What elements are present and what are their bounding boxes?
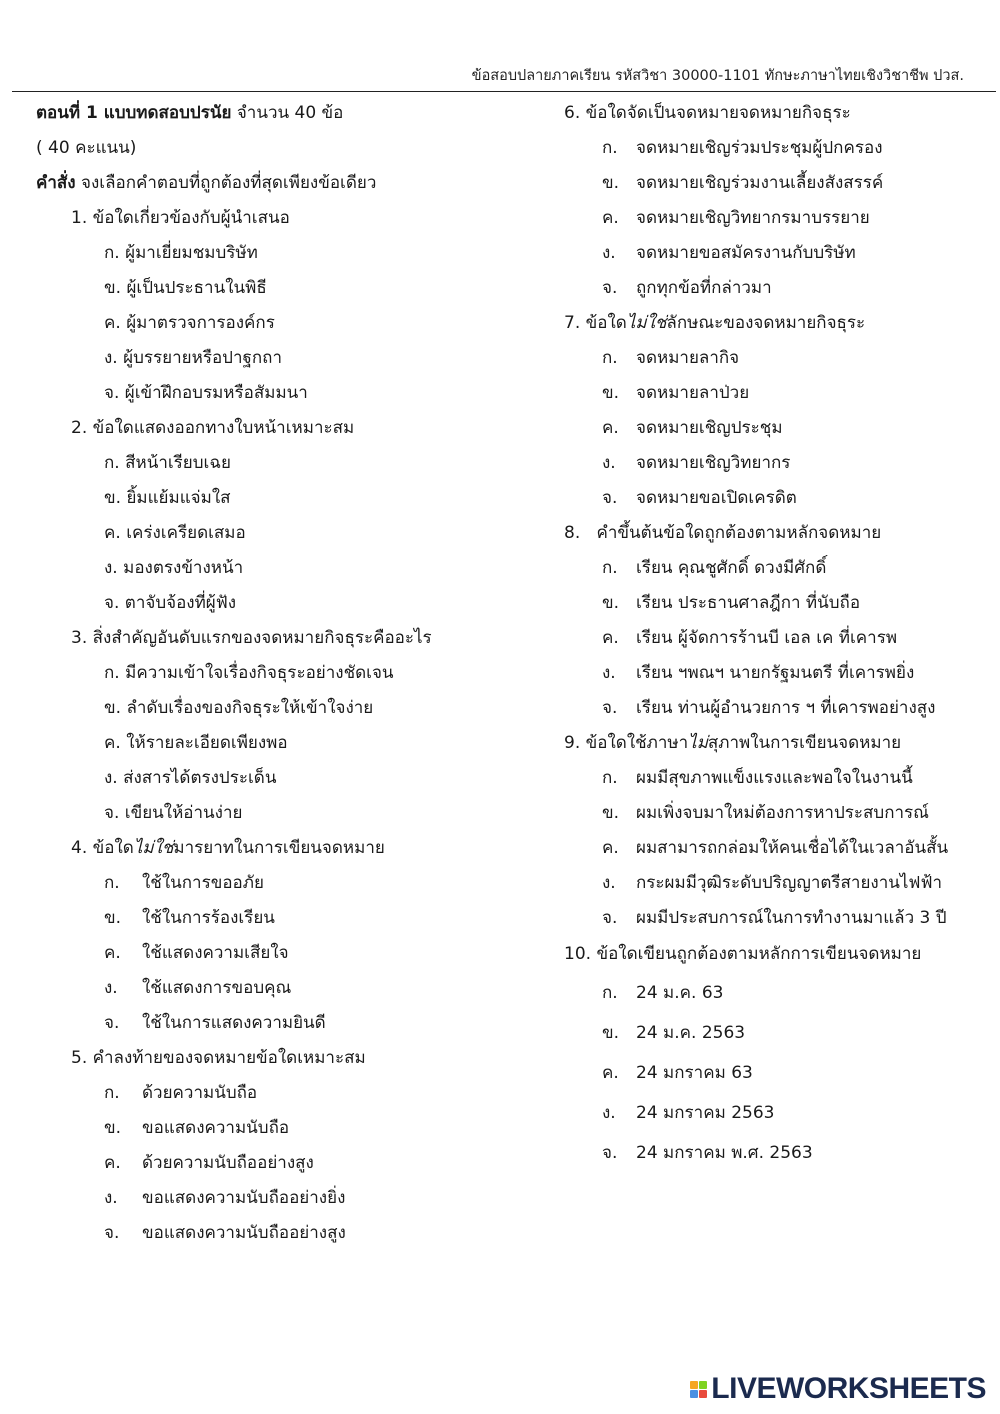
option-q4-a[interactable]: ก. ใช้ในการขออภัย (104, 873, 264, 893)
option-q4-b[interactable]: ข. ใช้ในการร้องเรียน (104, 908, 275, 928)
option-q3-c[interactable]: ค. ให้รายละเอียดเพียงพอ (104, 733, 288, 753)
logo-square-4 (699, 1390, 707, 1398)
option-q2-e[interactable]: จ. ตาจับจ้องที่ผู้ฟัง (104, 593, 237, 613)
section-title: ตอนที่ 1 แบบทดสอบปรนัย จำนวน 40 ข้อ (36, 103, 344, 123)
right-column (564, 96, 994, 1173)
option-q4-d[interactable]: ง. ใช้แสดงการขอบคุณ (104, 978, 292, 998)
option-q4-e[interactable]: จ. ใช้ในการแสดงความยินดี (104, 1013, 326, 1033)
option-q10-b[interactable]: ข. 24 ม.ค. 2563 (602, 1023, 746, 1043)
option-q6-b[interactable]: ข. จดหมายเชิญร่วมงานเลี้ยงสังสรรค์ (602, 173, 884, 193)
option-q2-b[interactable]: ข. ยิ้มแย้มแจ่มใส (104, 488, 231, 508)
option-q1-c[interactable]: ค. ผู้มาตรวจการองค์กร (104, 313, 275, 333)
question-6: 6. ข้อใดจัดเป็นจดหมายจดหมายกิจธุระ (564, 103, 851, 123)
score-note: ( 40 คะแนน) (36, 138, 137, 158)
option-q8-a[interactable]: ก. เรียน คุณชูศักดิ์ ดวงมีศักดิ์ (602, 558, 827, 578)
liveworksheets-logo[interactable] (690, 1372, 986, 1406)
option-q7-e[interactable]: จ. จดหมายขอเปิดเครดิต (602, 488, 797, 508)
option-q10-c[interactable]: ค. 24 มกราคม 63 (602, 1063, 753, 1083)
logo-square-3 (690, 1390, 698, 1398)
option-q6-e[interactable]: จ. ถูกทุกข้อที่กล่าวมา (602, 278, 772, 298)
question-5: 5. คำลงท้ายของจดหมายข้อใดเหมาะสม (71, 1048, 366, 1068)
question-9: 9. ข้อใดใช้ภาษาไม่สุภาพในการเขียนจดหมาย (564, 733, 902, 753)
option-q5-e[interactable]: จ. ขอแสดงความนับถืออย่างสูง (104, 1223, 346, 1243)
option-q8-c[interactable]: ค. เรียน ผู้จัดการร้านบี เอล เค ที่เคารพ (602, 628, 898, 648)
option-q5-c[interactable]: ค. ด้วยความนับถืออย่างสูง (104, 1153, 314, 1173)
option-q7-c[interactable]: ค. จดหมายเชิญประชุม (602, 418, 783, 438)
option-q8-e[interactable]: จ. เรียน ท่านผู้อำนวยการ ฯ ที่เคารพอย่างสูง (602, 698, 936, 718)
logo-grid-icon (690, 1381, 707, 1398)
option-q3-d[interactable]: ง. ส่งสารได้ตรงประเด็น (104, 768, 277, 788)
option-q10-e[interactable]: จ. 24 มกราคม พ.ศ. 2563 (602, 1143, 813, 1163)
question-3: 3. สิ่งสำคัญอันดับแรกของจดหมายกิจธุระคืออะไร (71, 628, 432, 648)
header-rule (12, 91, 996, 92)
logo-square-2 (699, 1381, 707, 1389)
option-q6-c[interactable]: ค. จดหมายเชิญวิทยากรมาบรรยาย (602, 208, 870, 228)
option-q9-c[interactable]: ค. ผมสามารถกล่อมให้คนเชื่อได้ในเวลาอันสั้น (602, 838, 949, 858)
option-q2-a[interactable]: ก. สีหน้าเรียบเฉย (104, 453, 231, 473)
option-q4-c[interactable]: ค. ใช้แสดงความเสียใจ (104, 943, 289, 963)
logo-square-1 (690, 1381, 698, 1389)
question-2: 2. ข้อใดแสดงออกทางใบหน้าเหมาะสม (71, 418, 355, 438)
option-q5-b[interactable]: ข. ขอแสดงความนับถือ (104, 1118, 290, 1138)
option-q1-e[interactable]: จ. ผู้เข้าฝึกอบรมหรือสัมมนา (104, 383, 308, 403)
option-q2-c[interactable]: ค. เคร่งเครียดเสมอ (104, 523, 246, 543)
option-q5-a[interactable]: ก. ด้วยความนับถือ (104, 1083, 258, 1103)
question-8: 8. คำขึ้นต้นข้อใดถูกต้องตามหลักจดหมาย (564, 523, 882, 543)
question-1: 1. ข้อใดเกี่ยวข้องกับผู้นำเสนอ (71, 208, 290, 228)
option-q3-b[interactable]: ข. ลำดับเรื่องของกิจธุระให้เข้าใจง่าย (104, 698, 374, 718)
option-q1-a[interactable]: ก. ผู้มาเยี่ยมชมบริษัท (104, 243, 258, 263)
option-q8-b[interactable]: ข. เรียน ประธานศาลฎีกา ที่นับถือ (602, 593, 861, 613)
option-q1-d[interactable]: ง. ผู้บรรยายหรือปาฐกถา (104, 348, 283, 368)
option-q7-d[interactable]: ง. จดหมายเชิญวิทยากร (602, 453, 791, 473)
option-q8-d[interactable]: ง. เรียน ฯพณฯ นายกรัฐมนตรี ที่เคารพยิ่ง (602, 663, 915, 683)
option-q6-a[interactable]: ก. จดหมายเชิญร่วมประชุมผู้ปกครอง (602, 138, 883, 158)
option-q5-d[interactable]: ง. ขอแสดงความนับถืออย่างยิ่ง (104, 1188, 346, 1208)
instruction: คำสั่ง จงเลือกคำตอบที่ถูกต้องที่สุดเพียงข้อเดียว (36, 173, 377, 193)
option-q10-d[interactable]: ง. 24 มกราคม 2563 (602, 1103, 775, 1123)
left-column (36, 96, 526, 1251)
option-q1-b[interactable]: ข. ผู้เป็นประธานในพิธี (104, 278, 267, 298)
option-q10-a[interactable]: ก. 24 ม.ค. 63 (602, 983, 724, 1003)
option-q7-a[interactable]: ก. จดหมายลากิจ (602, 348, 740, 368)
option-q2-d[interactable]: ง. มองตรงข้างหน้า (104, 558, 244, 578)
option-q9-b[interactable]: ข. ผมเพิ่งจบมาใหม่ต้องการหาประสบการณ์ (602, 803, 929, 823)
question-4: 4. ข้อใดไม่ใช่มารยาทในการเขียนจดหมาย (71, 838, 385, 858)
logo-text: LIVEWORKSHEETS (711, 1372, 986, 1405)
option-q3-a[interactable]: ก. มีความเข้าใจเรื่องกิจธุระอย่างชัดเจน (104, 663, 394, 683)
option-q9-d[interactable]: ง. กระผมมีวุฒิระดับปริญญาตรีสายงานไฟฟ้า (602, 873, 943, 893)
option-q7-b[interactable]: ข. จดหมายลาป่วย (602, 383, 750, 403)
exam-header: ข้อสอบปลายภาคเรียน รหัสวิชา 30000-1101 ทักษะภาษาไทยเชิงวิชาชีพ ปวส. (471, 68, 964, 84)
option-q9-a[interactable]: ก. ผมมีสุขภาพแข็งแรงและพอใจในงานนี้ (602, 768, 913, 788)
option-q9-e[interactable]: จ. ผมมีประสบการณ์ในการทำงานมาแล้ว 3 ปี (602, 908, 947, 928)
option-q3-e[interactable]: จ. เขียนให้อ่านง่าย (104, 803, 243, 823)
option-q6-d[interactable]: ง. จดหมายขอสมัครงานกับบริษัท (602, 243, 856, 263)
question-7: 7. ข้อใดไม่ใช่ลักษณะของจดหมายกิจธุระ (564, 313, 866, 333)
question-10: 10. ข้อใดเขียนถูกต้องตามหลักการเขียนจดหมาย (564, 944, 922, 964)
